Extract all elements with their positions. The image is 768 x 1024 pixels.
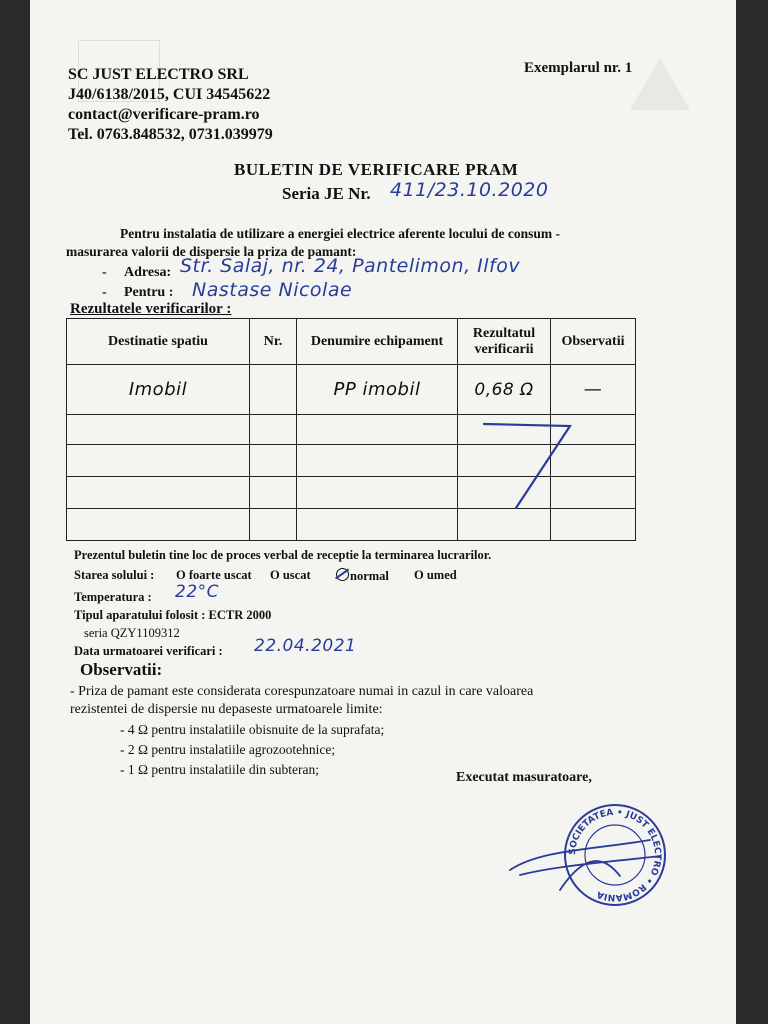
- cell-nr: [250, 445, 297, 477]
- address-label: Adresa:: [124, 265, 172, 280]
- header-rezultat: Rezultatul verificarii: [458, 319, 551, 365]
- address-bullet: -: [102, 265, 107, 280]
- cell-rezultat: 0,68 Ω: [458, 365, 551, 415]
- cell-destinatie: [67, 509, 250, 541]
- bleed-through-triangle: [630, 58, 690, 110]
- document-page: [30, 0, 736, 1024]
- header-echipament: Denumire echipament: [297, 319, 458, 365]
- cell-echipament: [297, 509, 458, 541]
- reception-text: Prezentul buletin tine loc de proces verbal de receptie la terminarea lucrarilor.: [74, 548, 492, 562]
- cell-nr: [250, 477, 297, 509]
- cell-echipament: [297, 477, 458, 509]
- executed-label: Executat masuratoare,: [456, 770, 592, 785]
- cell-destinatie: [67, 445, 250, 477]
- limit-item: - 4 Ω pentru instalatiile obisnuite de la suprafata;: [120, 722, 385, 737]
- copy-label: Exemplarul nr. 1: [524, 60, 633, 76]
- header-destinatie: Destinatie spatiu: [67, 319, 250, 365]
- series-label: Seria JE Nr.: [282, 184, 371, 203]
- results-heading: Rezultatele verificarilor :: [70, 301, 232, 317]
- soil-option-normal: [336, 568, 389, 584]
- soil-label: Starea solului :: [74, 568, 155, 582]
- company-email: contact@verificare-pram.ro: [68, 106, 260, 123]
- for-bullet: -: [102, 285, 107, 300]
- soil-normal-checked-icon: [336, 568, 349, 581]
- limit-item: - 2 Ω pentru instalatiile agrozootehnice;: [120, 742, 336, 757]
- observations-line-1: - Priza de pamant este considerata corespunzatoare numai in cazul in care valoarea: [70, 684, 534, 699]
- intro-line-2: masurarea valorii de dispersie la priza de pamant:: [66, 244, 357, 259]
- stamp-text: SOCIETATEA • JUST ELECTRO • ROMANIA: [567, 807, 663, 903]
- table-row: [67, 365, 636, 415]
- next-check-value: 22.04.2021: [254, 636, 357, 656]
- company-phone: Tel. 0763.848532, 0731.039979: [68, 126, 273, 143]
- cell-echipament: [297, 415, 458, 445]
- cell-nr: [250, 415, 297, 445]
- temperature-value: 22°C: [175, 582, 220, 602]
- soil-option-uscat: O uscat: [270, 568, 311, 582]
- strike-through-mark: [470, 412, 580, 522]
- soil-option-normal-label: normal: [350, 569, 389, 583]
- device-label: Tipul aparatului folosit : ECTR 2000: [74, 608, 272, 622]
- for-value: Nastase Nicolae: [192, 279, 353, 301]
- soil-option-foarte-uscat: O foarte uscat: [176, 568, 252, 582]
- header-observatii: Observatii: [551, 319, 636, 365]
- header-nr: Nr.: [250, 319, 297, 365]
- document-title: BULETIN DE VERIFICARE PRAM: [234, 160, 519, 179]
- cell-destinatie: [67, 477, 250, 509]
- limit-item: - 1 Ω pentru instalatiile din subteran;: [120, 762, 319, 777]
- temperature-label: Temperatura :: [74, 590, 152, 604]
- observations-line-2: rezistentei de dispersie nu depaseste urmatoarele limite:: [70, 702, 383, 717]
- observations-heading: Observatii:: [80, 660, 163, 679]
- cell-echipament: PP imobil: [297, 365, 458, 415]
- cell-nr: [250, 365, 297, 415]
- soil-option-umed: O umed: [414, 568, 457, 582]
- cell-destinatie: Imobil: [67, 365, 250, 415]
- company-name: SC JUST ELECTRO SRL: [68, 66, 249, 83]
- cell-nr: [250, 509, 297, 541]
- next-check-label: Data urmatoarei verificari :: [74, 644, 223, 658]
- table-header-row: [67, 319, 636, 365]
- device-series: seria QZY1109312: [84, 626, 180, 640]
- intro-line-1: Pentru instalatia de utilizare a energiei electrice aferente locului de consum -: [120, 226, 561, 241]
- svg-text:SOCIETATEA • JUST ELECTRO • RO: [568, 808, 662, 902]
- company-registration: J40/6138/2015, CUI 34545622: [68, 86, 271, 103]
- series-value: 411/23.10.2020: [390, 179, 549, 201]
- for-label: Pentru :: [124, 285, 174, 300]
- cell-destinatie: [67, 415, 250, 445]
- cell-echipament: [297, 445, 458, 477]
- address-value: Str. Salaj, nr. 24, Pantelimon, Ilfov: [180, 255, 521, 277]
- cell-observatii: —: [551, 365, 636, 415]
- company-stamp: [560, 800, 670, 910]
